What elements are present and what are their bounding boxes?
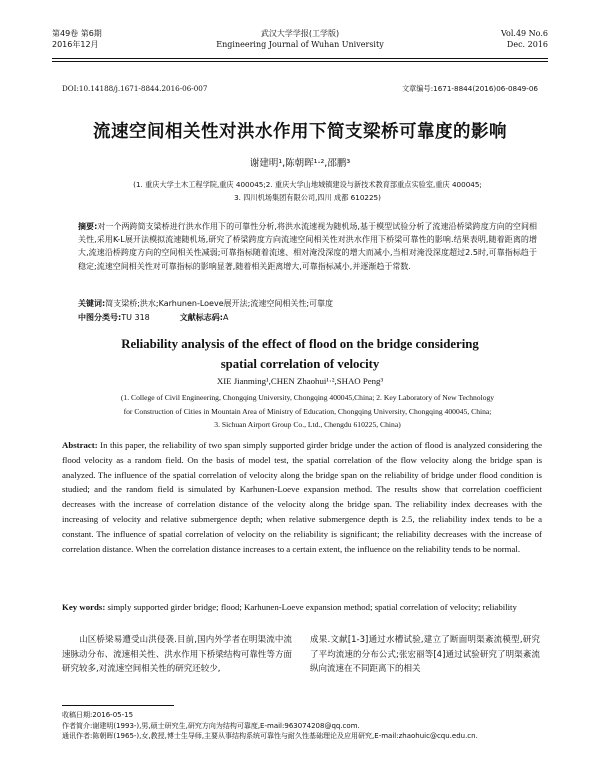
title-en-line2: spatial correlation of velocity <box>220 357 380 371</box>
running-header <box>52 28 548 58</box>
header-journal-cn: 武汉大学学报(工学版) <box>260 29 340 38</box>
abstract-cn-text: 对一个两跨简支梁桥进行洪水作用下的可靠性分析,将洪水流速视为随机场,基于模型试验分析了流速沿桥梁跨度方向的空间相关性,采用K-L展开法模拟流速随机场,研究了桥梁跨度方向流速空间相关性对洪水作用下桥梁可靠性的影响.结果表明,随着距离的增大,流速沿桥跨度方向的空间相关性减弱;可靠指标随着流速、相对淹没深度的增大而减小,当相对淹没深度超过2.5时,可靠指标趋于稳定;流速空间相关性对可靠指标的影响显著,随着相关距离增大,可靠指标减小,并逐渐趋于常数. <box>78 222 537 271</box>
affiliation-cn-line2: 3. 四川机场集团有限公司,四川 成都 610225) <box>234 193 381 202</box>
abstract-cn <box>78 220 537 273</box>
authors-en: XIE Jianming¹,CHEN Zhaohui¹·²,SHAO Peng³ <box>216 376 384 386</box>
abstract-en-text: In this paper, the reliability of two span simply supported girder bridge under the action of flood is analyzed considering the flood velocity as a random field. On the basis of model test, the spatial correlation of the flow velocity along the bridge span is analyzed. The influence of the spatial correlation of velocity along the bridge span on the reliability of bridge under flood condition is studied; and the random field is simulated by Karhunen-Loeve expansion method. The results show that correlation coefficient decreases with the increase of correlation distance of the velocity along the bridge span. The reliability index decreases with the increasing of velocity and relative submergence depth; when relative submergence depth is 2.5, the reliability index tends to be a constant. The influence of spatial correlation of velocity on the reliability is significant; the reliability decreases with the increase of correlation distance. When the correlation distance increases to a certain extent, the influence on the reliability tends to be normal. <box>62 440 542 554</box>
footnote-rule <box>62 705 174 706</box>
title-en-line1: Reliability analysis of the effect of flood on the bridge considering <box>121 337 479 351</box>
header-rule-thin <box>52 61 548 62</box>
abstract-en <box>62 438 542 556</box>
affiliation-cn-line1: (1. 重庆大学土木工程学院,重庆 400045;2. 重庆大学山地城镇建设与新技术教育部重点实验室,重庆 400045; <box>133 180 482 189</box>
footnote-author2: 通讯作者:陈朝晖(1965-),女,教授,博士生导师,主要从事结构系统可靠性与耐久性基础理论及应用研究,E-mail:zhaohuic@cqu.edu.cn. <box>62 732 478 740</box>
keywords-en-text: simply supported girder bridge; flood; Karhunen-Loeve expansion method; spatial correlation of velocity; reliability <box>107 602 517 612</box>
clc-label: 中图分类号: <box>78 313 122 322</box>
affiliation-en-line1: (1. College of Civil Engineering, Chongqing University, Chongqing 400045,China; 2. Key Laboratory of New Technology <box>120 393 495 402</box>
doc-code-value: A <box>222 313 229 322</box>
article-number: 文章编号:1671-8844(2016)06-0849-06 <box>401 84 538 93</box>
header-journal-en: Engineering Journal of Wuhan University <box>216 40 384 49</box>
header-journal <box>202 28 398 50</box>
classification <box>78 312 537 323</box>
authors-cn: 谢建明¹,陈朝晖¹·²,邵鹏³ <box>249 158 351 169</box>
header-date-en: Dec. 2016 <box>506 40 548 49</box>
clc-value: TU 318 <box>121 313 150 322</box>
affiliation-en-line2: for Construction of Cities in Mountain Area of Ministry of Education, Chongqing University, Chongqing 400045, China; <box>123 406 492 416</box>
header-vol-no: Vol.49 No.6 <box>501 29 548 38</box>
affiliation-cn <box>85 178 530 204</box>
affiliation-en-line3: 3. Sichuan Airport Group Co., Ltd., Chengdu 610225, China) <box>214 420 401 429</box>
keywords-cn <box>78 298 537 309</box>
body-column-left <box>62 633 292 677</box>
title-en <box>50 334 550 374</box>
body-column-right <box>310 633 540 677</box>
header-volume <box>52 28 202 50</box>
title-cn: 流速空间相关性对洪水作用下简支梁桥可靠度的影响 <box>93 122 507 142</box>
keywords-en-label: Key words: <box>62 602 106 612</box>
footnotes <box>62 710 560 742</box>
abstract-en-label: Abstract: <box>62 440 98 450</box>
affiliation-en <box>70 391 545 432</box>
doi: DOI:10.14188/j.1671-8844.2016-06-007 <box>62 84 208 93</box>
body-right-text: 成果.文献[1-3]通过水槽试验,建立了断面明渠紊流模型,研究了平均流速的分布公式;张宏丽等[4]通过试验研究了明渠紊流纵向流速在不同距离下的相关 <box>310 635 540 675</box>
keywords-cn-text: 简支梁桥;洪水;Karhunen-Loeve展开法;流速空间相关性;可靠度 <box>105 299 334 308</box>
header-date-cn: 2016年12月 <box>52 40 99 49</box>
abstract-cn-label: 摘要: <box>78 222 98 231</box>
keywords-en <box>62 600 542 615</box>
keywords-cn-label: 关键词: <box>78 299 106 308</box>
header-volume-en <box>398 28 548 50</box>
footnote-author1: 作者简介:谢建明(1993-),男,硕士研究生,研究方向为结构可靠度,E-mail:963074208@qq.com. <box>62 721 360 730</box>
header-rule-thick <box>52 58 548 59</box>
doc-code-label: 文献标志码: <box>179 313 223 322</box>
footnote-received: 收稿日期:2016-05-15 <box>62 711 134 719</box>
header-volume-issue: 第49卷 第6期 <box>52 29 102 38</box>
body-left-text: 山区桥梁易遭受山洪侵袭.目前,国内外学者在明渠流中流速脉动分布、流速相关性、洪水作用下桥梁结构可靠性等方面研究较多,对流速空间相关性的研究还较少, <box>62 635 292 675</box>
